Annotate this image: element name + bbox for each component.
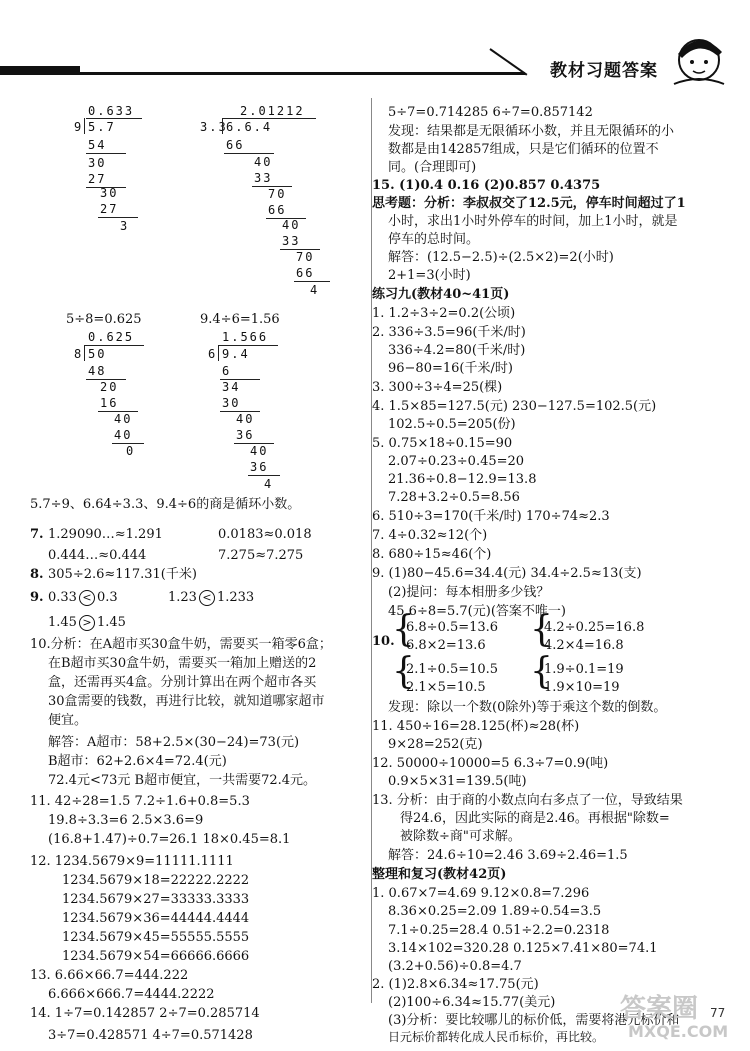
text-line: 2.1×5=10.5 [406,680,486,695]
step: 54 [88,138,107,152]
quotient: 0.633 [88,104,135,118]
step: 48 [88,364,107,378]
text-line: 数都是由142857组成，只是它们循环的位置不 [388,142,659,157]
text-line: 4.2÷0.25=16.8 [544,620,645,635]
text-line: 1234.5679×27=33333.3333 [62,892,250,907]
answer-7d: 7.275≈7.275 [218,548,304,563]
dividend: 5.7 [88,120,116,134]
text-line: 1.9÷0.1=19 [544,662,624,677]
quotient: 2.01212 [240,104,305,118]
text-line: 2.07÷0.23÷0.45=20 [388,454,525,469]
text-line: 72.4元<73元 B超市便宜，一共需要72.4元。 [48,773,317,788]
text-line: 6.8×2=13.6 [406,638,486,653]
answer-7-label: 7. [30,527,44,542]
step: 40 [250,444,269,458]
brace-icon: { [392,651,415,692]
brace-icon: { [530,609,553,650]
answer-9-label: 9. [30,590,44,605]
text-line: 解答：(12.5−2.5)÷(2.5×2)=2(小时) [388,250,614,265]
brace-icon: { [392,609,415,650]
answer-8-label: 8. [30,567,44,582]
dividend: 6.6.4 [226,120,273,134]
text-line: 1. 1.2÷3÷2=0.2(公顷) [372,306,516,321]
text-line: 15. (1)0.4 0.16 (2)0.857 0.4375 [372,178,601,193]
step: 16 [100,396,119,410]
equation: 5÷8=0.625 [66,312,142,327]
divisor: 6 [208,347,218,361]
page-number: 77 [710,1006,726,1020]
step: 4 [264,477,274,491]
step: 36 [250,460,269,474]
text-line: 336÷4.2=80(千米/时) [388,343,526,358]
text-line: 19.8÷3.3=6 2.5×3.6=9 [48,813,204,828]
text-line: 8.36×0.25=2.09 1.89÷0.54=3.5 [388,904,602,919]
answer-9a: 0.33 < 0.3 [48,590,118,605]
text-line: 小时，求出1小时外停车的时间，加上1小时，就是 [388,214,678,229]
divisor: 9 [74,120,84,134]
text-line: (16.8+1.47)÷0.7=26.1 18×0.45=8.1 [48,832,291,847]
text-line: 同。(合理即可) [388,160,477,175]
text-line: 102.5÷0.5=205(份) [388,417,516,432]
step: 20 [100,380,119,394]
text-line: 6. 510÷3=170(千米/时) 170÷74≈2.3 [372,509,610,524]
step: 66 [296,266,315,280]
text-line: 5÷7=0.714285 6÷7=0.857142 [388,105,593,120]
text-line: 盒，还需再买4盒。分别计算出在两个超市各买 [48,675,317,690]
answer-7c: 0.444…≈0.444 [48,548,147,563]
step: 36 [236,428,255,442]
step: 40 [254,155,273,169]
text-line: 7.1÷0.25=28.4 0.51÷2.2=0.2318 [388,923,610,938]
step: 40 [282,218,301,232]
text-line: 6.666×666.7=4444.2222 [48,987,215,1002]
answer-10-label: 10. [372,634,395,649]
text-line: 2. 336÷3.5=96(千米/时) [372,325,526,340]
header-title: 教材习题答案 [550,61,658,81]
answer-7b: 0.0183≈0.018 [218,527,312,542]
text-line: 解答：A超市：58+2.5×(30−24)=73(元) [48,735,300,750]
text-line: (3.2+0.56)÷0.8=4.7 [388,959,522,974]
quotient: 1.566 [222,330,269,344]
answer-8: 305÷2.6≈117.31(千米) [48,567,197,582]
watermark-logo: 答案圈 [620,994,699,1024]
step: 70 [296,250,315,264]
step: 66 [226,138,245,152]
text-line: 发现：结果都是无限循环小数，并且无限循环的小 [388,124,675,139]
divisor: 3.3 [200,120,228,134]
text-line: 3.14×102=320.28 0.125×7.41×80=74.1 [388,941,658,956]
text-line: 1234.5679×45=55555.5555 [62,930,250,945]
answer-7a: 1.29090…≈1.291 [48,527,163,542]
text-line: 1234.5679×36=44444.4444 [62,911,250,926]
text-line: 在B超市买30盒牛奶，需要买一箱加上赠送的2 [48,656,317,671]
text-line: 12. 50000÷10000=5 6.3÷7=0.9(吨) [372,756,609,771]
text-line: 2+1=3(小时) [388,268,471,283]
text-line: 5. 0.75×18÷0.15=90 [372,436,513,451]
step: 30 [88,156,107,170]
step: 33 [254,171,273,185]
step: 3 [120,219,130,233]
section-title: 整理和复习(教材42页) [372,867,507,882]
text-line: 被除数÷商"可求解。 [400,829,521,844]
text-line: 13. 6.66×66.7=444.222 [30,968,189,983]
step: 0 [126,444,136,458]
text-line: 6.8÷0.5=13.6 [406,620,499,635]
text-line: 9. (1)80−45.6=34.4(元) 34.4÷2.5≈13(支) [372,566,642,581]
step: 40 [236,412,255,426]
text-line: 思考题：分析：李叔叔交了12.5元，停车时间超过了1 [372,196,686,211]
text-line: 解答：24.6÷10=2.46 3.69÷2.46=1.5 [388,848,628,863]
text-line: 便宜。 [48,713,88,728]
text-line: 7.28+3.2÷0.5=8.56 [388,490,520,505]
step: 30 [222,396,241,410]
text-line: 3. 300÷3÷4=25(棵) [372,380,503,395]
text-line: 96−80=16(千米/时) [388,361,513,376]
step: 27 [100,202,119,216]
text-line: B超市：62+2.6×4=72.4(元) [48,754,227,769]
text-line: 1234.5679×18=22222.2222 [62,873,250,888]
text-line: 停车的总时间。 [388,232,480,247]
step: 40 [114,428,133,442]
text-line: (2)100÷6.34≈15.77(美元) [388,995,556,1010]
answer-9c: 1.45 > 1.45 [48,615,126,630]
step: 6 [222,364,232,378]
divisor: 8 [74,347,84,361]
text-line: 9×28=252(克) [388,737,483,752]
step: 27 [88,172,107,186]
brace-icon: { [530,651,553,692]
header-stripe-thick [0,66,80,75]
text-line: 45.6÷8=5.7(元)(答案不唯一) [388,604,566,619]
cartoon-avatar-icon [668,26,730,88]
dividend: 9.4 [222,347,250,361]
step: 4 [310,283,320,297]
text-line: 13. 分析：由于商的小数点向右多点了一位，导致结果 [372,793,683,808]
answer-9b: 1.23 < 1.233 [168,590,255,605]
step: 70 [268,187,287,201]
text-line: 8. 680÷15≈46(个) [372,547,492,562]
text-line: 1.9×10=19 [544,680,620,695]
text-line: 1. 0.67×7=4.69 9.12×0.8=7.296 [372,886,590,901]
text-line: 发现：除以一个数(0除外)等于乘这个数的倒数。 [388,700,667,715]
step: 33 [282,234,301,248]
section-title: 练习九(教材40~41页) [372,287,510,302]
text-line: 10.分析：在A超市买30盒牛奶，需要买一箱零6盒； [30,637,332,652]
text-line: (3)分析：要比较哪儿的标价低，需要将港元标价和 [388,1013,680,1028]
text-line: 2.1÷0.5=10.5 [406,662,499,677]
text-line: 14. 1÷7=0.142857 2÷7=0.285714 [30,1006,260,1021]
text-line: 1234.5679×54=66666.6666 [62,949,250,964]
watermark-url: MXQE.COM [628,1022,729,1041]
answer-5: 5.7÷9、6.64÷3.3、9.4÷6的商是循环小数。 [30,497,301,512]
text-line: 21.36÷0.8−12.9=13.8 [388,472,537,487]
text-line: 11. 42÷28=1.5 7.2÷1.6+0.8=5.3 [30,794,250,809]
dividend: 50 [88,347,107,361]
text-line: 日元标价都转化成人民币标价，再比较。 [388,1030,605,1044]
text-line: (2)提问：每本相册多少钱？ [388,585,550,600]
text-line: 11. 450÷16=28.125(杯)≈28(杯) [372,719,580,734]
text-line: 12. 1234.5679×9=11111.1111 [30,854,234,869]
equation: 9.4÷6=1.56 [200,312,280,327]
text-line: 0.9×5×31=139.5(吨) [388,774,527,789]
text-line: 4.2×4=16.8 [544,638,624,653]
step: 34 [222,380,241,394]
text-line: 得24.6，因此实际的商是2.46。再根据"除数= [400,811,670,826]
text-line: 2. (1)2.8×6.34≈17.75(元) [372,977,539,992]
text-line: 7. 4÷0.32≈12(个) [372,528,488,543]
text-line: 4. 1.5×85=127.5(元) 230−127.5=102.5(元) [372,399,657,414]
step: 30 [100,186,119,200]
text-line: 3÷7=0.428571 4÷7=0.571428 [48,1028,253,1043]
step: 66 [268,203,287,217]
step: 40 [114,412,133,426]
quotient: 0.625 [88,330,135,344]
text-line: 30盒需要的钱数，再进行比较，就知道哪家超市 [48,694,325,709]
